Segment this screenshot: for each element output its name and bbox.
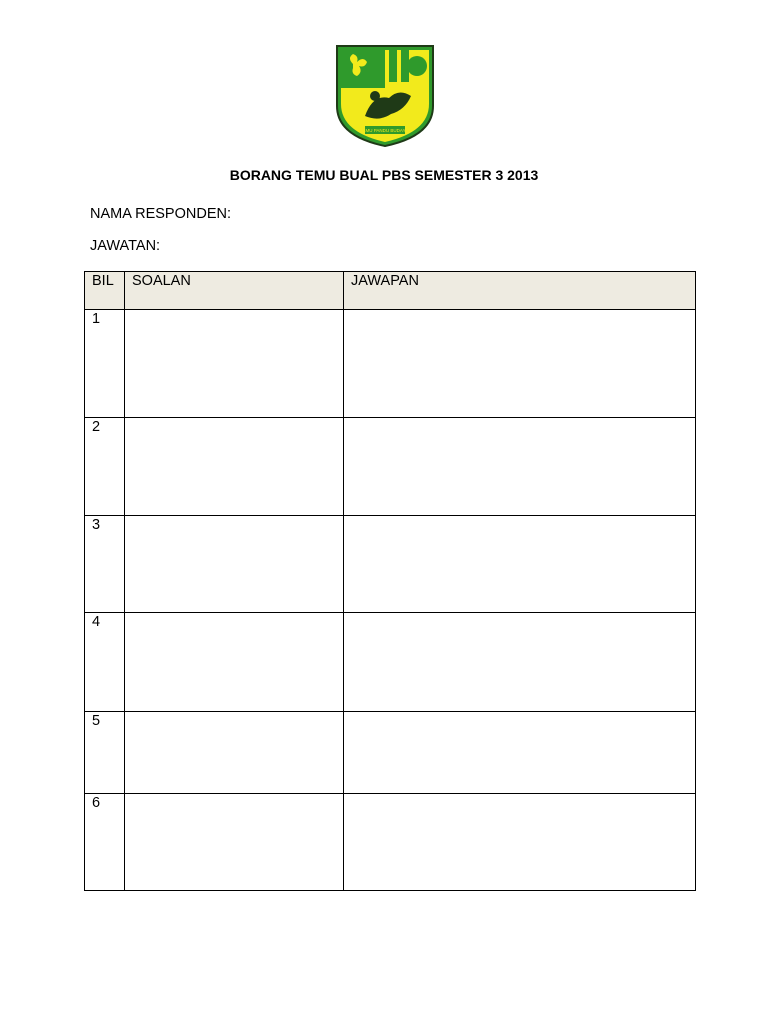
answer-cell[interactable]	[344, 712, 696, 794]
position-label: JAWATAN:	[90, 238, 161, 254]
table-header-row	[85, 272, 696, 310]
question-cell[interactable]	[125, 516, 344, 613]
row-number-cell: 1	[85, 310, 125, 418]
table-row	[85, 712, 696, 794]
question-cell[interactable]	[125, 712, 344, 794]
question-cell[interactable]	[125, 794, 344, 891]
column-header-answer: JAWAPAN	[344, 272, 696, 310]
question-cell[interactable]	[125, 418, 344, 516]
row-number-cell: 5	[85, 712, 125, 794]
respondent-name-label: NAMA RESPONDEN:	[90, 206, 231, 222]
question-cell[interactable]	[125, 613, 344, 712]
form-title: BORANG TEMU BUAL PBS SEMESTER 3 2013	[229, 167, 539, 183]
table-row	[85, 516, 696, 613]
school-crest-logo	[335, 44, 435, 148]
row-number-cell: 3	[85, 516, 125, 613]
answer-cell[interactable]	[344, 310, 696, 418]
column-header-no: BIL	[85, 272, 125, 310]
column-header-question: SOALAN	[125, 272, 344, 310]
interview-table	[84, 271, 696, 891]
question-cell[interactable]	[125, 310, 344, 418]
crest-motto: ILMU PANDU BUDAYA	[361, 128, 409, 133]
answer-cell[interactable]	[344, 516, 696, 613]
row-number-cell: 4	[85, 613, 125, 712]
answer-cell[interactable]	[344, 613, 696, 712]
table-row	[85, 310, 696, 418]
row-number-cell: 6	[85, 794, 125, 891]
table-row	[85, 613, 696, 712]
row-number-cell: 2	[85, 418, 125, 516]
table-row	[85, 418, 696, 516]
answer-cell[interactable]	[344, 418, 696, 516]
table-row	[85, 794, 696, 891]
answer-cell[interactable]	[344, 794, 696, 891]
